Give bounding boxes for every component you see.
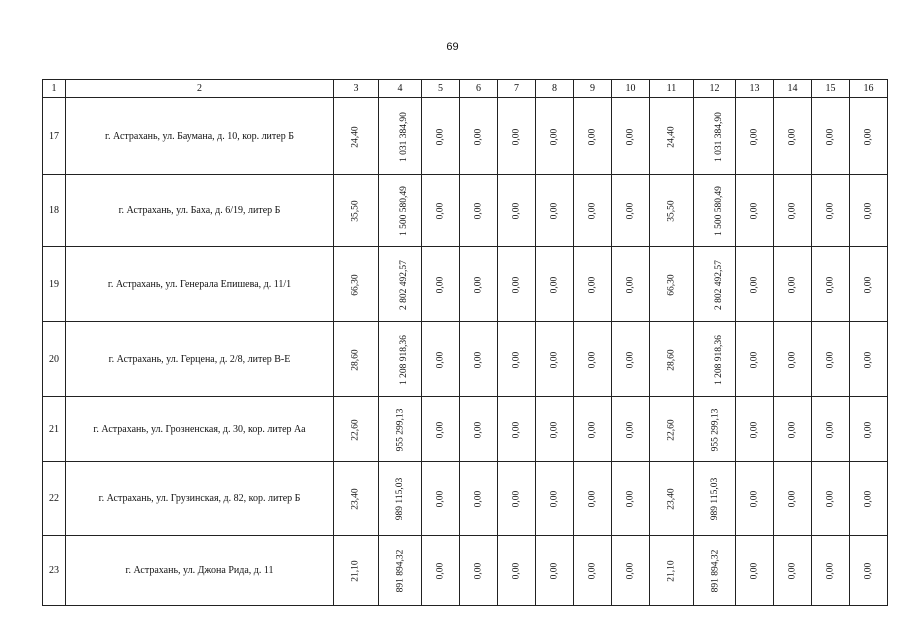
value-text: 0,00: [435, 128, 446, 145]
value-cell: [650, 462, 694, 536]
value-cell: [612, 397, 650, 462]
value-cell: [650, 536, 694, 606]
value-text: 24,40: [666, 125, 677, 148]
value-text: 0,00: [511, 421, 522, 438]
value-text: 28,60: [666, 348, 677, 371]
value-cell: [498, 322, 536, 397]
value-text: 0,00: [749, 490, 760, 508]
header-row: [43, 80, 888, 98]
address-cell: г. Астрахань, ул. Грузинская, д. 82, кор. литер Б: [66, 462, 334, 536]
value-text: 0,00: [473, 202, 484, 220]
value-cell: [612, 462, 650, 536]
value-text: 0,00: [787, 202, 798, 220]
value-cell: [574, 98, 612, 175]
value-cell: [379, 462, 422, 536]
value-cell: [422, 175, 460, 247]
value-cell: [574, 397, 612, 462]
value-cell: [379, 397, 422, 462]
value-text: 0,00: [549, 276, 560, 293]
value-cell: [736, 397, 774, 462]
value-text: 0,00: [825, 421, 836, 438]
value-text: 1 500 580,49: [713, 186, 724, 236]
table-row: [43, 175, 888, 247]
value-cell: [334, 98, 379, 175]
value-cell: [850, 322, 888, 397]
value-cell: [334, 175, 379, 247]
value-cell: [498, 175, 536, 247]
value-text: 0,00: [473, 490, 484, 508]
value-cell: [379, 536, 422, 606]
value-text: 0,00: [587, 490, 598, 508]
value-cell: [460, 175, 498, 247]
value-cell: [812, 462, 850, 536]
value-text: 21,10: [666, 560, 677, 582]
value-text: 955 299,13: [710, 408, 721, 451]
value-text: 0,00: [587, 128, 598, 145]
value-cell: [850, 98, 888, 175]
value-cell: [736, 322, 774, 397]
value-cell: [850, 175, 888, 247]
page-number: 69: [446, 41, 459, 53]
value-text: 0,00: [825, 562, 836, 580]
value-cell: [650, 322, 694, 397]
value-cell: [334, 462, 379, 536]
value-text: 0,00: [511, 276, 522, 293]
value-cell: [498, 397, 536, 462]
value-cell: [774, 397, 812, 462]
value-text: 1 208 918,36: [713, 334, 724, 385]
value-text: 24,40: [351, 125, 361, 148]
value-text: 955 299,13: [395, 408, 406, 451]
value-text: 0,00: [825, 276, 836, 293]
column-header: 7: [498, 80, 536, 98]
value-text: 0,00: [863, 351, 874, 368]
value-cell: [774, 462, 812, 536]
value-cell: [574, 247, 612, 322]
value-cell: [460, 462, 498, 536]
value-cell: [812, 536, 850, 606]
value-text: 66,30: [351, 273, 361, 296]
address-cell: г. Астрахань, ул. Баха, д. 6/19, литер Б: [66, 175, 334, 247]
value-cell: [694, 536, 736, 606]
value-text: 0,00: [473, 276, 484, 293]
value-cell: [422, 397, 460, 462]
column-header: 2: [66, 80, 334, 98]
value-text: 1 500 580,49: [398, 186, 409, 236]
column-header: 1: [43, 80, 66, 98]
value-text: 0,00: [549, 562, 560, 580]
value-text: 0,00: [435, 421, 446, 438]
value-text: 0,00: [587, 421, 598, 438]
value-cell: [498, 247, 536, 322]
value-text: 0,00: [863, 128, 874, 145]
value-text: 0,00: [787, 490, 798, 508]
value-text: 0,00: [435, 562, 446, 580]
value-cell: [612, 322, 650, 397]
column-header: 5: [422, 80, 460, 98]
value-cell: [536, 98, 574, 175]
value-text: 0,00: [587, 276, 598, 293]
column-header: 4: [379, 80, 422, 98]
value-text: 0,00: [749, 276, 760, 293]
value-text: 0,00: [511, 562, 522, 580]
value-text: 0,00: [749, 351, 760, 368]
value-text: 989 115,03: [395, 477, 406, 521]
value-cell: [736, 462, 774, 536]
table-body: [43, 98, 888, 606]
value-cell: [498, 98, 536, 175]
value-cell: [694, 98, 736, 175]
value-text: 23,40: [666, 488, 677, 510]
value-text: 0,00: [587, 351, 598, 368]
value-cell: [422, 322, 460, 397]
value-cell: [536, 175, 574, 247]
value-cell: [650, 98, 694, 175]
value-cell: [736, 98, 774, 175]
value-text: 0,00: [863, 202, 874, 220]
value-text: 1 031 384,90: [713, 111, 724, 162]
value-text: 0,00: [625, 202, 636, 220]
value-cell: [536, 462, 574, 536]
value-text: 0,00: [511, 490, 522, 508]
value-cell: [812, 247, 850, 322]
value-text: 22,60: [351, 418, 361, 441]
value-text: 0,00: [435, 202, 446, 220]
value-cell: [812, 175, 850, 247]
value-cell: [379, 98, 422, 175]
value-text: 891 894,32: [710, 549, 721, 593]
column-header: 13: [736, 80, 774, 98]
value-text: 0,00: [625, 276, 636, 293]
row-number: 20: [43, 322, 66, 397]
value-cell: [736, 175, 774, 247]
value-text: 0,00: [549, 351, 560, 368]
value-text: 0,00: [749, 202, 760, 220]
value-cell: [812, 98, 850, 175]
value-cell: [334, 536, 379, 606]
table-row: [43, 322, 888, 397]
value-text: 0,00: [625, 128, 636, 145]
value-cell: [334, 397, 379, 462]
value-text: 891 894,32: [395, 549, 406, 593]
column-header: 6: [460, 80, 498, 98]
value-text: 28,60: [351, 348, 361, 371]
column-header: 16: [850, 80, 888, 98]
value-text: 0,00: [435, 490, 446, 508]
value-text: 35,50: [666, 200, 677, 222]
value-cell: [422, 98, 460, 175]
value-text: 0,00: [787, 421, 798, 438]
data-table: [42, 79, 888, 606]
column-header: 3: [334, 80, 379, 98]
value-text: 0,00: [473, 128, 484, 145]
value-text: 0,00: [511, 351, 522, 368]
value-text: 0,00: [787, 276, 798, 293]
address-cell: г. Астрахань, ул. Баумана, д. 10, кор. литер Б: [66, 98, 334, 175]
value-text: 0,00: [511, 128, 522, 145]
value-text: 0,00: [625, 421, 636, 438]
column-header: 8: [536, 80, 574, 98]
value-text: 0,00: [549, 490, 560, 508]
column-header: 9: [574, 80, 612, 98]
value-cell: [812, 322, 850, 397]
row-number: 19: [43, 247, 66, 322]
value-text: 35,50: [351, 200, 361, 222]
value-cell: [334, 247, 379, 322]
value-text: 0,00: [587, 202, 598, 220]
value-cell: [460, 247, 498, 322]
value-text: 0,00: [749, 421, 760, 438]
value-text: 22,60: [666, 418, 677, 441]
row-number: 23: [43, 536, 66, 606]
value-cell: [850, 247, 888, 322]
value-text: 0,00: [549, 128, 560, 145]
value-text: 0,00: [587, 562, 598, 580]
value-cell: [612, 98, 650, 175]
column-header: 11: [650, 80, 694, 98]
table-row: [43, 247, 888, 322]
value-text: 0,00: [863, 421, 874, 438]
value-text: 0,00: [549, 202, 560, 220]
value-text: 2 802 492,57: [713, 259, 724, 310]
address-cell: г. Астрахань, ул. Джона Рида, д. 11: [66, 536, 334, 606]
value-text: 0,00: [625, 562, 636, 580]
value-text: 0,00: [863, 276, 874, 293]
value-text: 21,10: [351, 560, 361, 582]
value-text: 0,00: [825, 490, 836, 508]
table-row: [43, 98, 888, 175]
value-cell: [422, 462, 460, 536]
value-cell: [498, 462, 536, 536]
value-cell: [694, 322, 736, 397]
value-cell: [536, 536, 574, 606]
value-cell: [850, 397, 888, 462]
value-cell: [379, 322, 422, 397]
value-text: 0,00: [825, 202, 836, 220]
value-cell: [694, 175, 736, 247]
value-cell: [736, 247, 774, 322]
value-cell: [694, 462, 736, 536]
value-text: 23,40: [351, 488, 361, 510]
row-number: 18: [43, 175, 66, 247]
row-number: 17: [43, 98, 66, 175]
value-cell: [694, 247, 736, 322]
address-cell: г. Астрахань, ул. Герцена, д. 2/8, литер В-Е: [66, 322, 334, 397]
value-text: 0,00: [473, 351, 484, 368]
value-text: 0,00: [863, 562, 874, 580]
value-text: 0,00: [787, 128, 798, 145]
row-number: 21: [43, 397, 66, 462]
address-cell: г. Астрахань, ул. Грозненская, д. 30, кор. литер Аа: [66, 397, 334, 462]
column-header: 15: [812, 80, 850, 98]
value-cell: [498, 536, 536, 606]
value-cell: [422, 536, 460, 606]
value-text: 0,00: [749, 128, 760, 145]
value-text: 0,00: [825, 351, 836, 368]
table-row: [43, 462, 888, 536]
value-cell: [574, 175, 612, 247]
value-text: 0,00: [787, 351, 798, 368]
value-cell: [774, 175, 812, 247]
value-cell: [850, 536, 888, 606]
value-text: 0,00: [863, 490, 874, 508]
value-cell: [334, 322, 379, 397]
value-text: 0,00: [787, 562, 798, 580]
value-cell: [650, 247, 694, 322]
value-cell: [379, 247, 422, 322]
value-cell: [774, 98, 812, 175]
value-text: 0,00: [625, 351, 636, 368]
value-cell: [536, 397, 574, 462]
value-text: 1 208 918,36: [398, 334, 409, 385]
value-cell: [536, 322, 574, 397]
value-cell: [379, 175, 422, 247]
value-text: 0,00: [473, 562, 484, 580]
value-cell: [574, 322, 612, 397]
value-cell: [536, 247, 574, 322]
value-text: 989 115,03: [710, 477, 721, 521]
value-cell: [612, 536, 650, 606]
value-cell: [650, 397, 694, 462]
value-text: 0,00: [435, 276, 446, 293]
value-text: 0,00: [511, 202, 522, 220]
value-cell: [574, 462, 612, 536]
column-header: 12: [694, 80, 736, 98]
value-cell: [612, 247, 650, 322]
column-header: 14: [774, 80, 812, 98]
value-cell: [460, 98, 498, 175]
value-cell: [774, 536, 812, 606]
address-cell: г. Астрахань, ул. Генерала Епишева, д. 11/1: [66, 247, 334, 322]
value-cell: [460, 536, 498, 606]
value-cell: [774, 322, 812, 397]
value-text: 0,00: [749, 562, 760, 580]
value-cell: [774, 247, 812, 322]
column-header: 10: [612, 80, 650, 98]
row-number: 22: [43, 462, 66, 536]
value-cell: [850, 462, 888, 536]
value-text: 2 802 492,57: [398, 259, 409, 310]
table-row: [43, 397, 888, 462]
value-cell: [812, 397, 850, 462]
value-cell: [650, 175, 694, 247]
value-text: 0,00: [625, 490, 636, 508]
value-text: 0,00: [825, 128, 836, 145]
value-cell: [612, 175, 650, 247]
value-cell: [422, 247, 460, 322]
value-text: 0,00: [435, 351, 446, 368]
value-text: 1 031 384,90: [398, 111, 409, 162]
value-text: 66,30: [666, 273, 677, 296]
value-cell: [574, 536, 612, 606]
value-cell: [694, 397, 736, 462]
value-text: 0,00: [549, 421, 560, 438]
value-cell: [460, 322, 498, 397]
value-cell: [460, 397, 498, 462]
value-text: 0,00: [473, 421, 484, 438]
value-cell: [736, 536, 774, 606]
table-row: [43, 536, 888, 606]
